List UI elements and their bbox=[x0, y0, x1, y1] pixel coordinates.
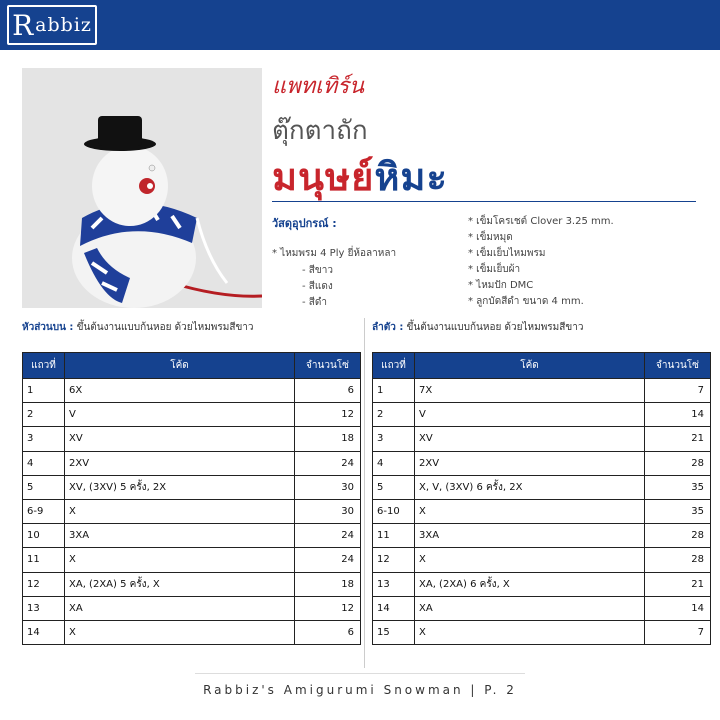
row-number-cell: 13 bbox=[23, 596, 65, 620]
table-row bbox=[23, 572, 361, 596]
table-row bbox=[23, 403, 361, 427]
table-row bbox=[23, 548, 361, 572]
count-cell: 35 bbox=[645, 499, 711, 523]
table-row bbox=[23, 620, 361, 644]
table-row bbox=[373, 548, 711, 572]
table-row bbox=[23, 379, 361, 403]
table-row bbox=[373, 596, 711, 620]
materials-tools bbox=[468, 214, 614, 310]
code-cell: X bbox=[415, 620, 645, 644]
table-row bbox=[373, 499, 711, 523]
head-label: หัวส่วนบน : bbox=[22, 322, 74, 333]
table-row bbox=[373, 379, 711, 403]
tool-item: * ไหมปัก DMC bbox=[468, 280, 534, 291]
row-number-cell: 6-9 bbox=[23, 499, 65, 523]
count-cell: 18 bbox=[295, 572, 361, 596]
header-code: โค้ด bbox=[65, 353, 295, 379]
table-row bbox=[23, 524, 361, 548]
code-cell: XV bbox=[65, 427, 295, 451]
column-divider bbox=[364, 318, 365, 668]
count-cell: 28 bbox=[645, 548, 711, 572]
table-row bbox=[23, 499, 361, 523]
row-number-cell: 3 bbox=[23, 427, 65, 451]
head-section-label bbox=[22, 320, 254, 335]
tool-item: * เข็มหมุด bbox=[468, 232, 513, 243]
count-cell: 28 bbox=[645, 451, 711, 475]
table-row bbox=[23, 451, 361, 475]
color-item: - สีขาว bbox=[302, 265, 333, 276]
count-cell: 30 bbox=[295, 475, 361, 499]
row-number-cell: 4 bbox=[23, 451, 65, 475]
header-bar bbox=[0, 0, 720, 50]
head-instructions: ขึ้นต้นงานแบบก้นหอย ด้วยไหมพรมสีขาว bbox=[73, 322, 254, 333]
title-divider bbox=[272, 201, 696, 202]
body-pattern-table bbox=[372, 352, 711, 645]
row-number-cell: 13 bbox=[373, 572, 415, 596]
materials-colors bbox=[302, 263, 333, 311]
code-cell: X bbox=[65, 499, 295, 523]
count-cell: 18 bbox=[295, 427, 361, 451]
count-cell: 21 bbox=[645, 427, 711, 451]
materials-yarn: * ไหมพรม 4 Ply ยี่ห้อลาหลา bbox=[272, 248, 397, 259]
table-row bbox=[373, 475, 711, 499]
code-cell: XA, (2XA) 5 ครั้ง, X bbox=[65, 572, 295, 596]
code-cell: 7X bbox=[415, 379, 645, 403]
tool-item: * เข็มเย็บไหมพรม bbox=[468, 248, 546, 259]
count-cell: 28 bbox=[645, 524, 711, 548]
code-cell: XV bbox=[415, 427, 645, 451]
tool-item: * เข็มโครเชต์ Clover 3.25 mm. bbox=[468, 216, 614, 227]
snowman-photo bbox=[22, 68, 262, 308]
code-cell: X bbox=[415, 548, 645, 572]
count-cell: 21 bbox=[645, 572, 711, 596]
row-number-cell: 14 bbox=[23, 620, 65, 644]
logo-initial: R bbox=[12, 8, 35, 42]
row-number-cell: 14 bbox=[373, 596, 415, 620]
tool-item: * เข็มเย็บผ้า bbox=[468, 264, 521, 275]
tool-item: * ลูกบัดสีดำ ขนาด 4 mm. bbox=[468, 296, 584, 307]
row-number-cell: 2 bbox=[23, 403, 65, 427]
header-count: จำนวนโซ่ bbox=[295, 353, 361, 379]
table-row bbox=[23, 475, 361, 499]
row-number-cell: 1 bbox=[373, 379, 415, 403]
code-cell: XA bbox=[415, 596, 645, 620]
row-number-cell: 5 bbox=[23, 475, 65, 499]
title-snowman bbox=[272, 146, 448, 207]
count-cell: 24 bbox=[295, 548, 361, 572]
count-cell: 6 bbox=[295, 620, 361, 644]
row-number-cell: 12 bbox=[23, 572, 65, 596]
row-number-cell: 3 bbox=[373, 427, 415, 451]
code-cell: X bbox=[65, 548, 295, 572]
row-number-cell: 12 bbox=[373, 548, 415, 572]
code-cell: XA bbox=[65, 596, 295, 620]
count-cell: 12 bbox=[295, 596, 361, 620]
count-cell: 24 bbox=[295, 524, 361, 548]
table-row bbox=[373, 403, 711, 427]
code-cell: XA, (2XA) 6 ครั้ง, X bbox=[415, 572, 645, 596]
code-cell: 3XA bbox=[415, 524, 645, 548]
count-cell: 30 bbox=[295, 499, 361, 523]
count-cell: 14 bbox=[645, 596, 711, 620]
head-pattern-table bbox=[22, 352, 361, 645]
row-number-cell: 4 bbox=[373, 451, 415, 475]
title-pattern: แพทเทิร์น bbox=[272, 74, 365, 99]
count-cell: 14 bbox=[645, 403, 711, 427]
table-row bbox=[373, 427, 711, 451]
count-cell: 12 bbox=[295, 403, 361, 427]
table-row bbox=[373, 451, 711, 475]
row-number-cell: 10 bbox=[23, 524, 65, 548]
code-cell: X bbox=[415, 499, 645, 523]
header-code: โค้ด bbox=[415, 353, 645, 379]
code-cell: 6X bbox=[65, 379, 295, 403]
code-cell: 2XV bbox=[415, 451, 645, 475]
row-number-cell: 5 bbox=[373, 475, 415, 499]
title-doll: ตุ๊กตาถัก bbox=[272, 116, 368, 146]
code-cell: X bbox=[65, 620, 295, 644]
code-cell: V bbox=[415, 403, 645, 427]
body-section-label bbox=[372, 320, 583, 335]
header-row: แถวที่ bbox=[23, 353, 65, 379]
title-snowman-red: มนุษย์ bbox=[272, 155, 375, 199]
body-instructions: ขึ้นต้นงานแบบก้นหอย ด้วยไหมพรมสีขาว bbox=[403, 322, 584, 333]
row-number-cell: 1 bbox=[23, 379, 65, 403]
row-number-cell: 15 bbox=[373, 620, 415, 644]
row-number-cell: 6-10 bbox=[373, 499, 415, 523]
code-cell: 2XV bbox=[65, 451, 295, 475]
color-item: - สีแดง bbox=[302, 281, 333, 292]
table-row bbox=[373, 572, 711, 596]
row-number-cell: 2 bbox=[373, 403, 415, 427]
footer-divider bbox=[195, 673, 525, 674]
code-cell: V bbox=[65, 403, 295, 427]
table-row bbox=[23, 427, 361, 451]
row-number-cell: 11 bbox=[373, 524, 415, 548]
materials-heading: วัสดุอุปกรณ์ : bbox=[272, 217, 337, 230]
header-count: จำนวนโซ่ bbox=[645, 353, 711, 379]
body-label: ลำตัว : bbox=[372, 322, 404, 333]
count-cell: 7 bbox=[645, 379, 711, 403]
header-row: แถวที่ bbox=[373, 353, 415, 379]
brand-logo[interactable] bbox=[7, 5, 97, 45]
title-snowman-blue: หิมะ bbox=[374, 155, 448, 199]
logo-rest: abbiz bbox=[35, 14, 92, 36]
table-row bbox=[23, 596, 361, 620]
count-cell: 7 bbox=[645, 620, 711, 644]
footer-text: Rabbiz's Amigurumi Snowman | P. 2 bbox=[203, 683, 517, 697]
count-cell: 35 bbox=[645, 475, 711, 499]
row-number-cell: 11 bbox=[23, 548, 65, 572]
color-item: - สีดำ bbox=[302, 297, 327, 308]
table-row bbox=[373, 524, 711, 548]
code-cell: X, V, (3XV) 6 ครั้ง, 2X bbox=[415, 475, 645, 499]
count-cell: 6 bbox=[295, 379, 361, 403]
table-row bbox=[373, 620, 711, 644]
code-cell: XV, (3XV) 5 ครั้ง, 2X bbox=[65, 475, 295, 499]
code-cell: 3XA bbox=[65, 524, 295, 548]
count-cell: 24 bbox=[295, 451, 361, 475]
